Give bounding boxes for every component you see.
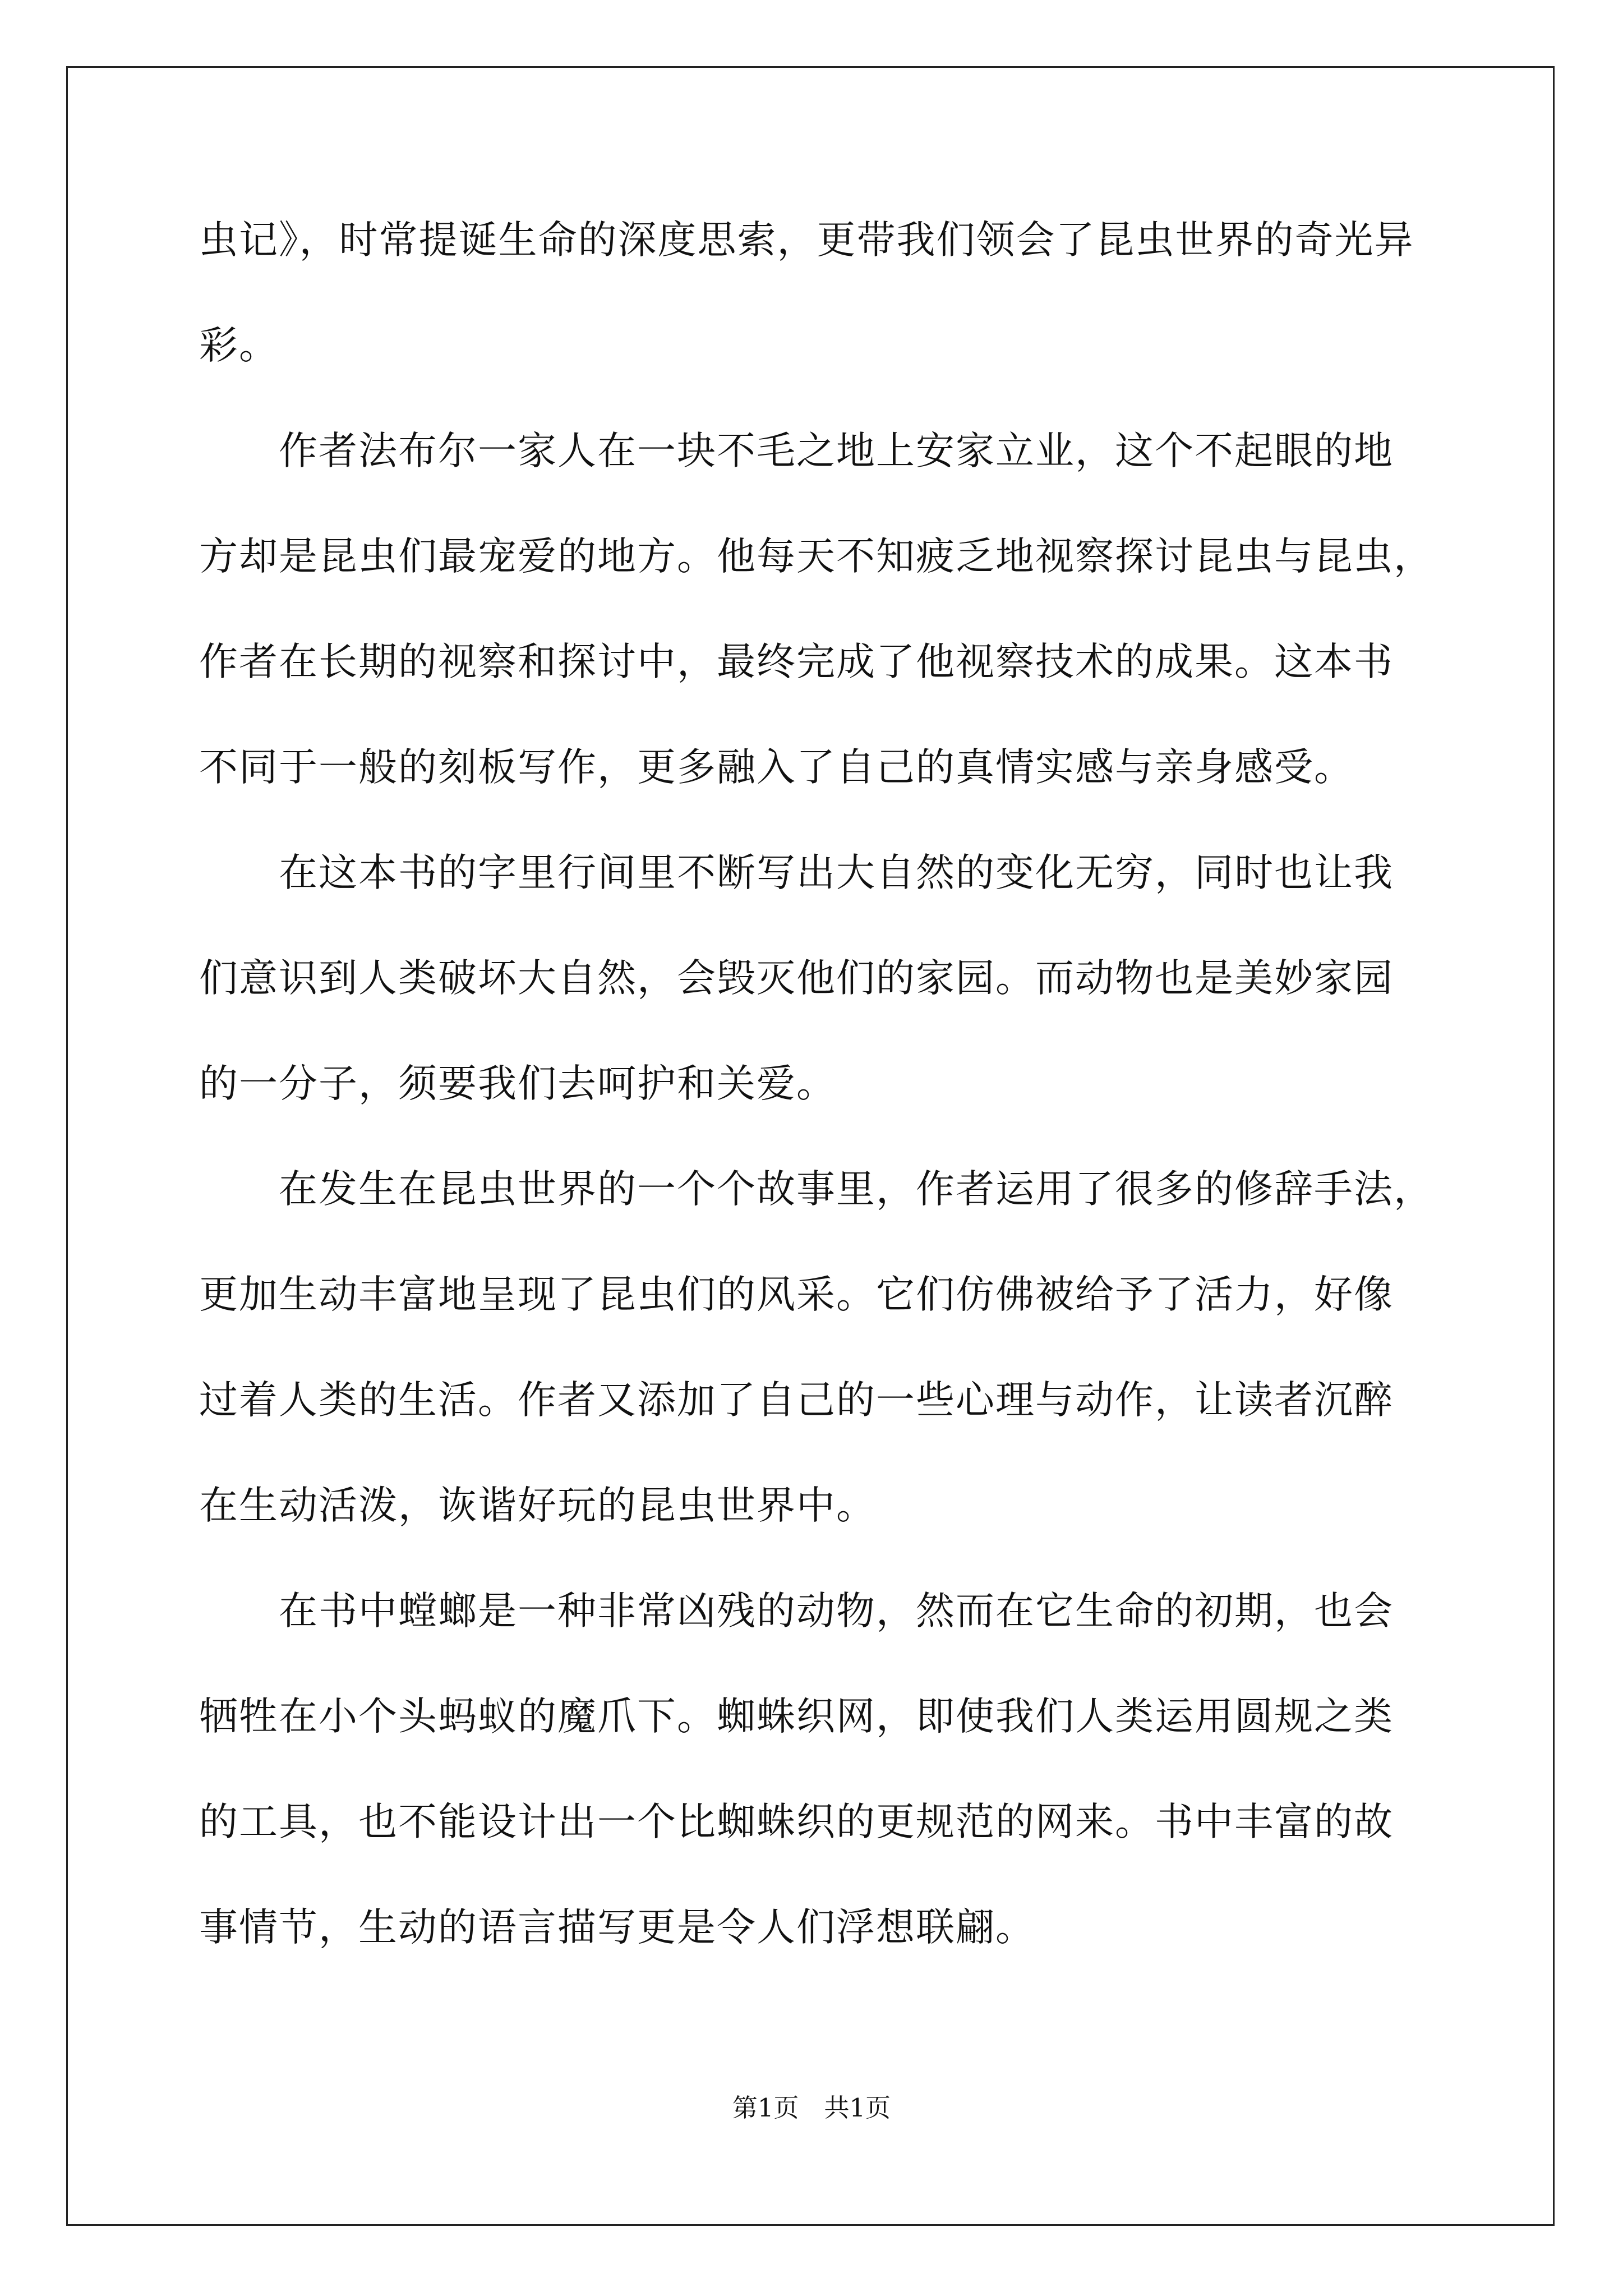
text-line: 虫记》，时常提诞生命的深度思索，更带我们领会了昆虫世界的奇光异	[199, 218, 1414, 263]
text-line: 在发生在昆虫世界的一个个故事里，作者运用了很多的修辞手法，	[199, 1167, 1433, 1212]
text-line: 过着人类的生活。作者又添加了自己的一些心理与动作，让读者沉醉	[199, 1378, 1394, 1423]
text-line: 事情节，生动的语言描写更是令人们浮想联翩。	[199, 1905, 1035, 1950]
text-line: 不同于一般的刻板写作，更多融入了自己的真情实感与亲身感受。	[199, 745, 1354, 790]
text-line: 彩。	[199, 323, 279, 368]
text-line: 牺牲在小个头蚂蚁的魔爪下。蜘蛛织网，即使我们人类运用圆规之类	[199, 1694, 1394, 1739]
text-line: 作者在长期的视察和探讨中，最终完成了他视察技术的成果。这本书	[199, 639, 1394, 684]
text-line: 更加生动丰富地呈现了昆虫们的风采。它们仿佛被给予了活力，好像	[199, 1272, 1394, 1317]
text-line: 在这本书的字里行间里不断写出大自然的变化无穷，同时也让我	[199, 850, 1394, 895]
text-line: 作者法布尔一家人在一块不毛之地上安家立业，这个不起眼的地	[199, 429, 1394, 473]
text-line: 的工具，也不能设计出一个比蜘蛛织的更规范的网来。书中丰富的故	[199, 1800, 1394, 1844]
text-line: 方却是昆虫们最宠爱的地方。他每天不知疲乏地视察探讨昆虫与昆虫，	[199, 534, 1433, 579]
text-line: 在生动活泼，诙谐好玩的昆虫世界中。	[199, 1483, 876, 1528]
text-line: 的一分子，须要我们去呵护和关爱。	[199, 1061, 836, 1106]
page-footer: 第1页 共1页	[732, 2093, 891, 2123]
text-line: 在书中螳螂是一种非常凶残的动物，然而在它生命的初期，也会	[199, 1589, 1394, 1634]
text-line: 们意识到人类破坏大自然，会毁灭他们的家园。而动物也是美妙家园	[199, 956, 1394, 1001]
